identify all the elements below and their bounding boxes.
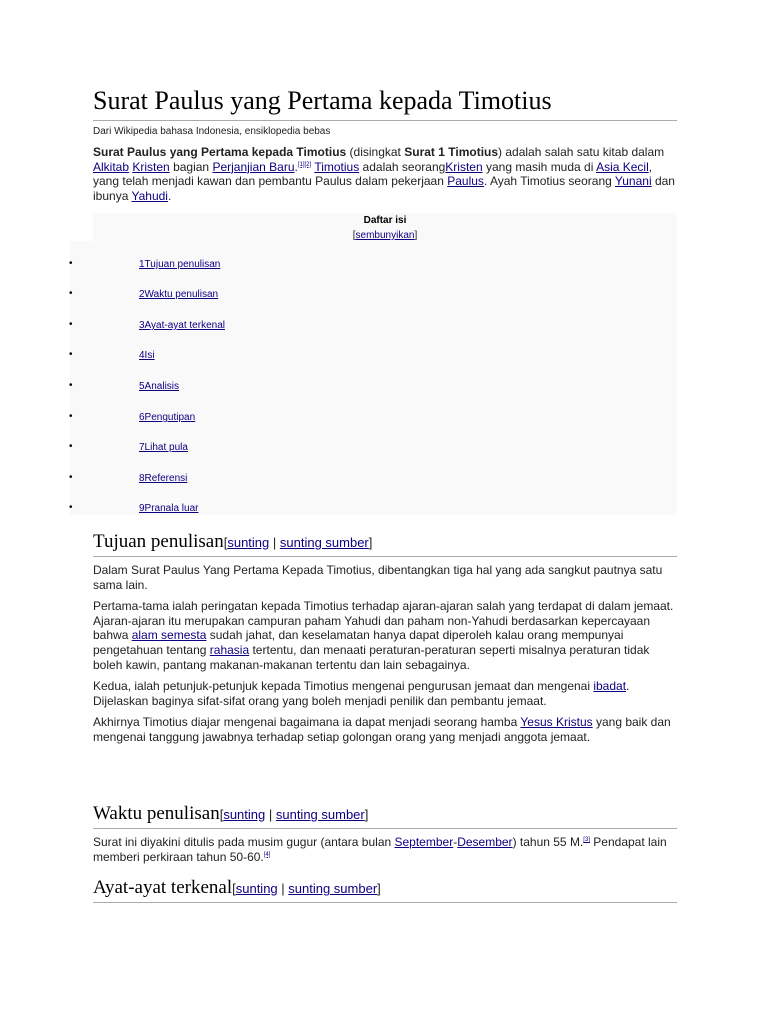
separator: | bbox=[265, 807, 276, 822]
paragraph-text: Akhirnya Timotius diajar mengenai bagaimana ia dapat menjadi seorang hamba bbox=[93, 715, 521, 730]
lead-text: ) adalah salah satu kitab dalam bbox=[498, 145, 665, 159]
bracket: [ bbox=[223, 535, 228, 550]
link-kristen-2[interactable]: Kristen bbox=[445, 159, 483, 174]
edit-link[interactable]: sunting bbox=[227, 535, 270, 550]
lead-text: . Ayah Timotius seorang bbox=[483, 174, 615, 189]
lead-paragraph bbox=[93, 145, 677, 203]
link-rahasia[interactable]: rahasia bbox=[209, 642, 250, 657]
section-heading-text: Tujuan penulisan bbox=[93, 531, 224, 552]
lead-text: . bbox=[167, 188, 172, 203]
edit-source-link[interactable]: sunting sumber bbox=[275, 807, 365, 822]
paragraph bbox=[93, 835, 677, 864]
link-kristen[interactable]: Kristen bbox=[132, 159, 170, 174]
toc-link-waktu-penulisan[interactable]: 2Waktu penulisan bbox=[139, 289, 219, 300]
section-heading-text: Waktu penulisan bbox=[93, 803, 220, 824]
edit-source-link[interactable]: sunting sumber bbox=[288, 881, 378, 896]
edit-links bbox=[220, 807, 369, 822]
edit-link[interactable]: sunting bbox=[223, 807, 266, 822]
link-september[interactable]: September bbox=[394, 835, 454, 849]
lead-text: . bbox=[294, 159, 298, 174]
lead-text: (disingkat bbox=[346, 145, 405, 159]
toc-link-tujuan-penulisan[interactable]: 1Tujuan penulisan bbox=[139, 259, 221, 270]
edit-links bbox=[232, 881, 381, 896]
paragraph-text: Surat ini diyakini ditulis pada musim gugur (antara bulan bbox=[93, 835, 395, 849]
separator: | bbox=[269, 535, 280, 550]
link-yesus-kristus[interactable]: Yesus Kristus bbox=[520, 715, 593, 730]
paragraph-text: Pertama-tama ialah peringatan kepada Timotius terhadap ajaran-ajaran salah yang terdapat di dalam jemaat. Ajaran-ajaran itu merupakan campuran paham Yahudi dan paham non-Yahudi berdasarkan kepercayaan bahwa bbox=[93, 599, 674, 643]
section-heading bbox=[93, 802, 677, 829]
bracket: [ bbox=[352, 230, 356, 241]
table-of-contents bbox=[69, 213, 677, 515]
toc-link-lihat-pula[interactable]: 7Lihat pula bbox=[139, 442, 188, 453]
section-ayat-ayat-terkenal bbox=[93, 876, 677, 903]
toc-background bbox=[70, 241, 93, 515]
lead-text: yang masih muda di bbox=[482, 159, 597, 174]
page-title: Surat Paulus yang Pertama kepada Timotius bbox=[93, 84, 677, 121]
reference-link[interactable]: [4] bbox=[263, 851, 271, 858]
bullet-icon: • bbox=[69, 441, 73, 452]
paragraph-text: sudah jahat, dan keselamatan hanya dapat diperoleh kalau orang mempunyai pengetahuan tentang bbox=[93, 628, 624, 657]
toc-link-ayat-ayat-terkenal[interactable]: 3Ayat-ayat terkenal bbox=[139, 320, 225, 331]
bullet-icon: • bbox=[69, 502, 73, 513]
site-tagline: Dari Wikipedia bahasa Indonesia, ensiklopedia bebas bbox=[93, 126, 331, 137]
bracket: ] bbox=[368, 535, 373, 550]
bullet-icon: • bbox=[69, 349, 73, 360]
reference-link[interactable]: [3] bbox=[583, 837, 590, 843]
lead-text: bagian bbox=[169, 159, 213, 174]
paragraph-text: Pendapat lain memberi perkiraan tahun 50-60. bbox=[93, 835, 667, 864]
link-ibadat[interactable]: ibadat bbox=[593, 679, 627, 694]
section-tujuan-penulisan bbox=[93, 530, 677, 745]
paragraph: Dalam Surat Paulus Yang Pertama Kepada Timotius, dibentangkan tiga hal yang ada sangkut pautnya satu sama lain. bbox=[93, 563, 663, 592]
section-heading bbox=[93, 876, 677, 903]
paragraph bbox=[93, 599, 677, 672]
paragraph-text: tertentu, dan menaati peraturan-peraturan seperti misalnya peraturan tidak boleh kawin, pantang makanan-makanan tertentu dan lain sebagainya. bbox=[93, 642, 650, 672]
bracket: ] bbox=[377, 881, 381, 896]
lead-bold-short: Surat 1 Timotius bbox=[404, 145, 499, 159]
paragraph bbox=[93, 715, 677, 744]
lead-text: adalah seorang bbox=[359, 159, 446, 174]
link-timotius[interactable]: Timotius bbox=[314, 159, 360, 174]
toc-hide-link[interactable]: sembunyikan bbox=[355, 230, 415, 241]
edit-link[interactable]: sunting bbox=[235, 881, 278, 896]
toc-toggle bbox=[93, 229, 677, 243]
bullet-icon: • bbox=[69, 319, 73, 330]
bracket: [ bbox=[219, 807, 224, 822]
edit-source-link[interactable]: sunting sumber bbox=[279, 535, 369, 550]
edit-links bbox=[224, 535, 373, 550]
paragraph-text: yang baik dan mengenai tanggung jawabnya terhadap setiap golongan orang yang menjadi anggota jemaat. bbox=[93, 715, 671, 744]
link-desember[interactable]: Desember bbox=[457, 835, 513, 849]
lead-bold-title: Surat Paulus yang Pertama kepada Timotius bbox=[93, 145, 347, 159]
bullet-icon: • bbox=[69, 411, 73, 422]
link-alkitab[interactable]: Alkitab bbox=[93, 159, 130, 174]
paragraph-text: - bbox=[453, 835, 458, 849]
bullet-icon: • bbox=[69, 288, 73, 299]
toc-link-pengutipan[interactable]: 6Pengutipan bbox=[139, 412, 196, 423]
link-yahudi[interactable]: Yahudi bbox=[131, 188, 168, 203]
toc-link-isi[interactable]: 4Isi bbox=[139, 350, 155, 361]
bullet-icon: • bbox=[69, 380, 73, 391]
toc-link-pranala-luar[interactable]: 9Pranala luar bbox=[139, 503, 199, 514]
link-paulus[interactable]: Paulus bbox=[447, 174, 484, 189]
link-perjanjian-baru[interactable]: Perjanjian Baru bbox=[212, 159, 295, 174]
article bbox=[93, 84, 677, 203]
paragraph bbox=[93, 679, 677, 708]
paragraph-text: Kedua, ialah petunjuk-petunjuk kepada Timotius mengenai pengurusan jemaat dan mengenai bbox=[93, 679, 594, 694]
paragraph-text: ) tahun 55 M. bbox=[512, 835, 584, 849]
lead-text: , yang telah menjadi kawan dan pembantu Paulus dalam pekerjaan bbox=[93, 159, 653, 189]
bracket: ] bbox=[364, 807, 369, 822]
paragraph-text: . Dijelaskan baginya sifat-sifat orang yang boleh menjadi penilik dan pembantu jemaat. bbox=[93, 679, 630, 708]
toc-link-referensi[interactable]: 8Referensi bbox=[139, 473, 188, 484]
bullet-icon: • bbox=[69, 472, 73, 483]
section-waktu-penulisan bbox=[93, 802, 677, 864]
link-asia-kecil[interactable]: Asia Kecil bbox=[596, 159, 649, 174]
bracket: ] bbox=[414, 230, 418, 241]
bullet-icon: • bbox=[69, 258, 73, 269]
reference-link[interactable]: [1][2] bbox=[297, 161, 312, 168]
link-yunani[interactable]: Yunani bbox=[614, 174, 652, 189]
lead-text: dan ibunya bbox=[93, 174, 675, 203]
section-heading bbox=[93, 530, 677, 557]
bracket: [ bbox=[232, 881, 236, 896]
toc-link-analisis[interactable]: 5Analisis bbox=[139, 381, 180, 392]
section-heading-text: Ayat-ayat terkenal bbox=[93, 877, 233, 898]
link-alam-semesta[interactable]: alam semesta bbox=[131, 628, 207, 643]
toc-title: Daftar isi bbox=[363, 215, 407, 226]
separator: | bbox=[277, 881, 289, 896]
